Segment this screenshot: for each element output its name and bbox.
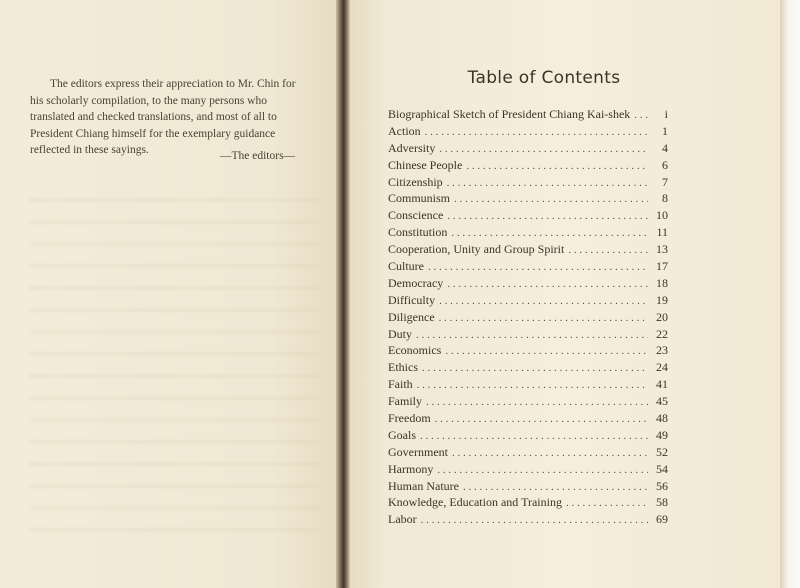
toc-entry-page: 18 xyxy=(656,275,668,290)
toc-entry-page: 56 xyxy=(656,478,668,493)
toc-entry xyxy=(388,275,668,292)
toc-entry xyxy=(388,309,668,326)
toc-entry-page: 19 xyxy=(656,292,668,307)
toc-entry-label: Faith xyxy=(388,377,413,392)
toc-entry xyxy=(388,106,668,123)
toc-entry-label: Goals xyxy=(388,427,416,442)
toc-leader-dots xyxy=(447,175,648,191)
toc-entry-page: i xyxy=(664,107,668,121)
toc-entry-page: 13 xyxy=(656,242,668,257)
toc-entry-page: 22 xyxy=(656,326,668,341)
toc-entry-label: Biographical Sketch of President Chiang Kai-shek xyxy=(388,107,631,121)
toc-entry-label: Citizenship xyxy=(388,174,443,189)
left-page xyxy=(0,0,338,588)
toc-entry-label: Human Nature xyxy=(388,478,459,493)
toc-leader-dots xyxy=(634,107,648,123)
toc-leader-dots xyxy=(566,495,648,511)
toc-entry-page: 54 xyxy=(656,461,668,476)
toc-entry-page: 52 xyxy=(656,444,668,459)
toc-entry xyxy=(388,326,668,343)
toc-entry-page: 1 xyxy=(662,123,668,138)
toc-entry-label: Harmony xyxy=(388,461,434,476)
toc-entry xyxy=(388,494,668,511)
toc-entry-label: Democracy xyxy=(388,275,444,290)
toc-entry xyxy=(388,140,668,157)
toc-entry xyxy=(388,241,668,258)
toc-leader-dots xyxy=(466,158,648,174)
toc-entry-page: 20 xyxy=(656,309,668,324)
acknowledgment-paragraph: The editors express their appreciation to Mr. Chin for his scholarly compilation, to the many persons who translated and checked translations, and most of all to President Chiang himself for the exemplary guidance reflected in these sayings. xyxy=(30,78,296,156)
toc-entry xyxy=(388,190,668,207)
toc-list xyxy=(388,106,668,528)
toc-entry xyxy=(388,427,668,444)
toc-leader-dots xyxy=(447,276,648,292)
toc-entry-label: Adversity xyxy=(388,140,436,155)
toc-leader-dots xyxy=(463,479,648,495)
toc-leader-dots xyxy=(420,428,648,444)
toc-leader-dots xyxy=(437,462,648,478)
toc-entry-page: 58 xyxy=(656,495,668,510)
toc-entry xyxy=(388,292,668,309)
toc-entry-page: 48 xyxy=(656,411,668,426)
toc-entry-page: 45 xyxy=(656,394,668,409)
toc-entry-page: 4 xyxy=(662,140,668,155)
toc-leader-dots xyxy=(447,208,648,224)
toc-entry xyxy=(388,461,668,478)
toc-entry-label: Family xyxy=(388,394,423,409)
toc-entry xyxy=(388,174,668,191)
toc-entry xyxy=(388,157,668,174)
toc-entry-page: 8 xyxy=(662,191,668,206)
toc-entry xyxy=(388,342,668,359)
toc-entry-label: Chinese People xyxy=(388,157,463,172)
toc-leader-dots xyxy=(417,377,648,393)
toc-entry-page: 24 xyxy=(656,360,668,375)
toc-entry-label: Labor xyxy=(388,512,417,527)
show-through-text xyxy=(30,185,320,545)
toc-leader-dots xyxy=(421,512,648,528)
toc-entry-label: Communism xyxy=(388,191,451,206)
toc-entry-label: Difficulty xyxy=(388,292,436,307)
toc-leader-dots xyxy=(568,242,648,258)
toc-leader-dots xyxy=(425,124,648,140)
toc-entry-page: 6 xyxy=(662,157,668,172)
toc-entry-label: Diligence xyxy=(388,309,435,324)
toc-entry-page: 49 xyxy=(656,427,668,442)
toc-entry xyxy=(388,511,668,528)
toc-entry-page: 7 xyxy=(662,174,668,189)
toc-leader-dots xyxy=(435,411,648,427)
toc-entry-page: 17 xyxy=(656,259,668,274)
toc-leader-dots xyxy=(416,327,648,343)
toc-entry-label: Ethics xyxy=(388,360,418,375)
toc-entry-label: Culture xyxy=(388,259,424,274)
toc-entry xyxy=(388,123,668,140)
toc-leader-dots xyxy=(426,394,648,410)
toc-entry xyxy=(388,393,668,410)
toc-entry-label: Duty xyxy=(388,326,412,341)
toc-leader-dots xyxy=(445,343,648,359)
toc-leader-dots xyxy=(451,225,648,241)
toc-entry-label: Action xyxy=(388,123,421,138)
toc-leader-dots xyxy=(422,360,648,376)
toc-entry-page: 11 xyxy=(656,225,668,240)
toc-entry-label: Cooperation, Unity and Group Spirit xyxy=(388,242,565,257)
toc-entry-label: Knowledge, Education and Training xyxy=(388,495,562,510)
editors-signature: —The editors— xyxy=(220,150,296,162)
toc-entry xyxy=(388,207,668,224)
toc-entry-label: Constitution xyxy=(388,225,448,240)
toc-entry-page: 23 xyxy=(656,343,668,358)
toc-title: Table of Contents xyxy=(467,68,621,88)
toc-leader-dots xyxy=(439,310,648,326)
page-edge xyxy=(780,0,800,588)
toc-leader-dots xyxy=(454,191,648,207)
toc-leader-dots xyxy=(452,445,648,461)
toc-entry-label: Freedom xyxy=(388,411,431,426)
toc-entry xyxy=(388,258,668,275)
toc-entry xyxy=(388,359,668,376)
toc-entry-label: Government xyxy=(388,444,448,459)
toc-entry xyxy=(388,224,668,241)
toc-entry-page: 41 xyxy=(656,377,668,392)
toc-entry-page: 10 xyxy=(656,208,668,223)
toc-leader-dots xyxy=(428,259,648,275)
toc-leader-dots xyxy=(439,141,648,157)
toc-entry xyxy=(388,410,668,427)
book-spine xyxy=(336,0,350,588)
toc-entry xyxy=(388,478,668,495)
toc-leader-dots xyxy=(439,293,648,309)
toc-entry xyxy=(388,376,668,393)
toc-entry xyxy=(388,444,668,461)
toc-entry-label: Economics xyxy=(388,343,442,358)
toc-entry-page: 69 xyxy=(656,512,668,527)
toc-entry-label: Conscience xyxy=(388,208,444,223)
